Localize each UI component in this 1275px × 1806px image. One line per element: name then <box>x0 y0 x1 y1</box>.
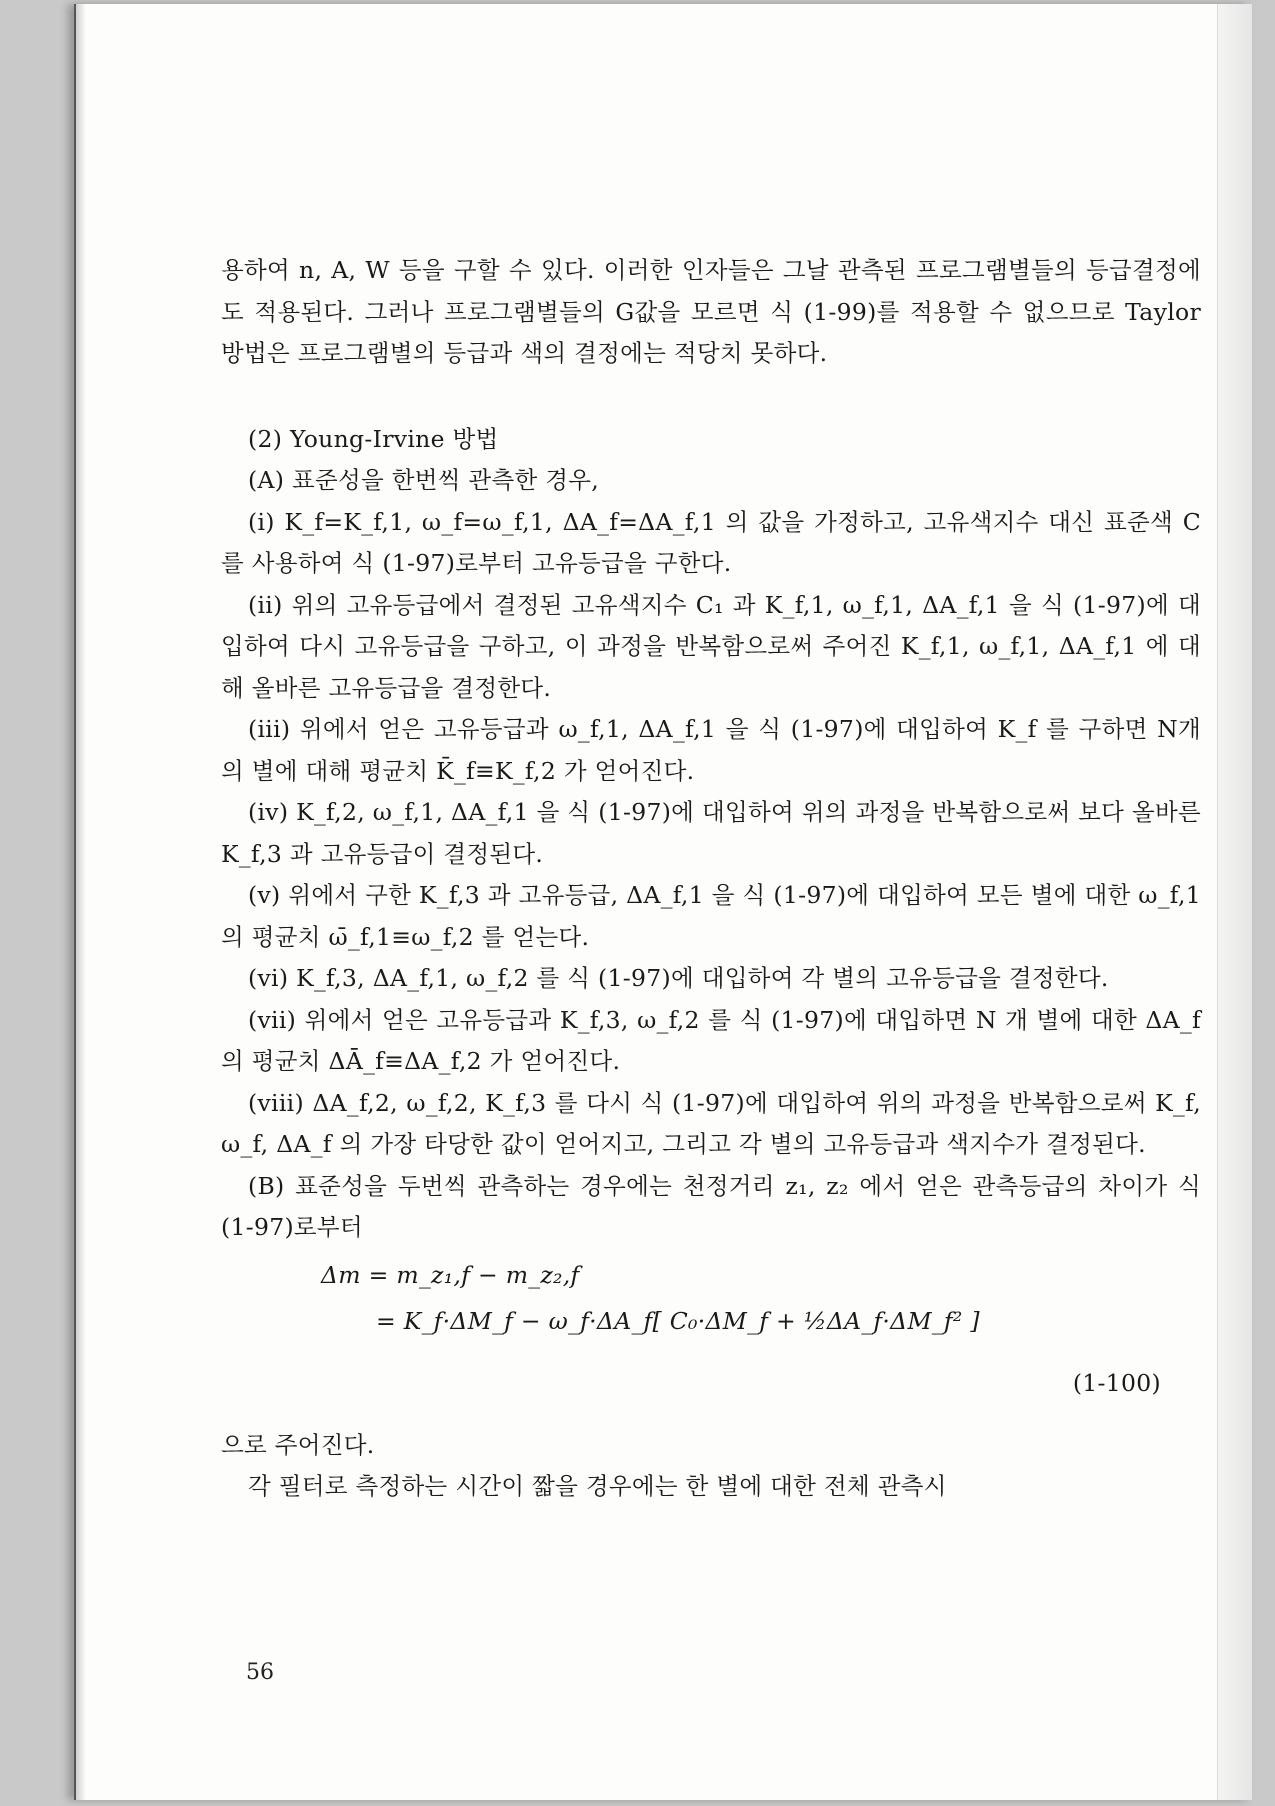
section-heading: (2) Young-Irvine 방법 <box>248 424 499 453</box>
subsection-a: (A) 표준성을 한번씩 관측한 경우, <box>248 466 600 494</box>
page-number: 56 <box>246 1660 274 1685</box>
body-text <box>221 250 1201 1508</box>
step-i: (i) K_f=K_f,1, ω_f=ω_f,1, ΔA_f=ΔA_f,1 의 값을 가정하고, 고유색지수 대신 표준색 C 를 사용하여 식 (1-97)로부터 고유등급을 구한다. <box>221 507 1201 577</box>
step-viii: (viii) ΔA_f,2, ω_f,2, K_f,3 를 다시 식 (1-97)에 대입하여 위의 과정을 반복함으로써 K_f, ω_f, ΔA_f 의 가장 타당한 값이 얻어지고, 그리고 각 별의 고유등급과 색지수가 결정된다. <box>221 1088 1201 1158</box>
step-v: (v) 위에서 구한 K_f,3 과 고유등급, ΔA_f,1 을 식 (1-97)에 대입하여 모든 별에 대한 ω_f,1 의 평균치 ω̄_f,1≡ω_f,2 를 얻는다. <box>221 881 1201 951</box>
equation-line-2: = K_f·ΔM_f − ω_f·ΔA_f[ C₀·ΔM_f + ½ΔA_f·ΔM_f² ] <box>376 1306 980 1335</box>
paragraph-filter: 각 필터로 측정하는 시간이 짧을 경우에는 한 별에 대한 전체 관측시 <box>248 1472 947 1500</box>
page-edge <box>1217 4 1252 1800</box>
equation-line-1: Δm = m_z₁,f − m_z₂,f <box>321 1260 580 1289</box>
step-iii: (iii) 위에서 얻은 고유등급과 ω_f,1, ΔA_f,1 을 식 (1-97)에 대입하여 K_f 를 구하면 N개의 별에 대해 평균치 K̄_f≡K_f,2 가 얻어진다. <box>221 715 1201 785</box>
paragraph-conclusion: 으로 주어진다. <box>221 1430 375 1459</box>
page-spine-shadow <box>76 4 86 1800</box>
book-page <box>74 4 1252 1800</box>
paragraph-taylor: 용하여 n, A, W 등을 구할 수 있다. 이러한 인자들은 그날 관측된 프로그램별들의 등급결정에도 적용된다. 그러나 프로그램별들의 G값을 모르면 식 (1-99)를 적용할 수 없으므로 Taylor 방법은 프로그램별의 등급과 색의 결정에는 적당치 못하다. <box>221 256 1201 367</box>
equation-number: (1-100) <box>1072 1368 1161 1397</box>
step-ii: (ii) 위의 고유등급에서 결정된 고유색지수 C₁ 과 K_f,1, ω_f,1, ΔA_f,1 을 식 (1-97)에 대입하여 다시 고유등급을 구하고, 이 과정을 반복함으로써 주어진 K_f,1, ω_f,1, ΔA_f,1 에 대해 올바른 고유등급을 결정한다. <box>221 590 1201 702</box>
step-iv: (iv) K_f,2, ω_f,1, ΔA_f,1 을 식 (1-97)에 대입하여 위의 과정을 반복함으로써 보다 올바른 K_f,3 과 고유등급이 결정된다. <box>221 798 1201 868</box>
subsection-b: (B) 표준성을 두번씩 관측하는 경우에는 천정거리 z₁, z₂ 에서 얻은 관측등급의 차이가 식 (1-97)로부터 <box>221 1171 1201 1241</box>
step-vii: (vii) 위에서 얻은 고유등급과 K_f,3, ω_f,2 를 식 (1-97)에 대입하면 N 개 별에 대한 ΔA_f 의 평균치 ΔĀ_f≡ΔA_f,2 가 얻어진다. <box>221 1005 1201 1075</box>
step-vi: (vi) K_f,3, ΔA_f,1, ω_f,2 를 식 (1-97)에 대입하여 각 별의 고유등급을 결정한다. <box>248 964 1109 992</box>
equation-1-100 <box>221 1255 1201 1425</box>
